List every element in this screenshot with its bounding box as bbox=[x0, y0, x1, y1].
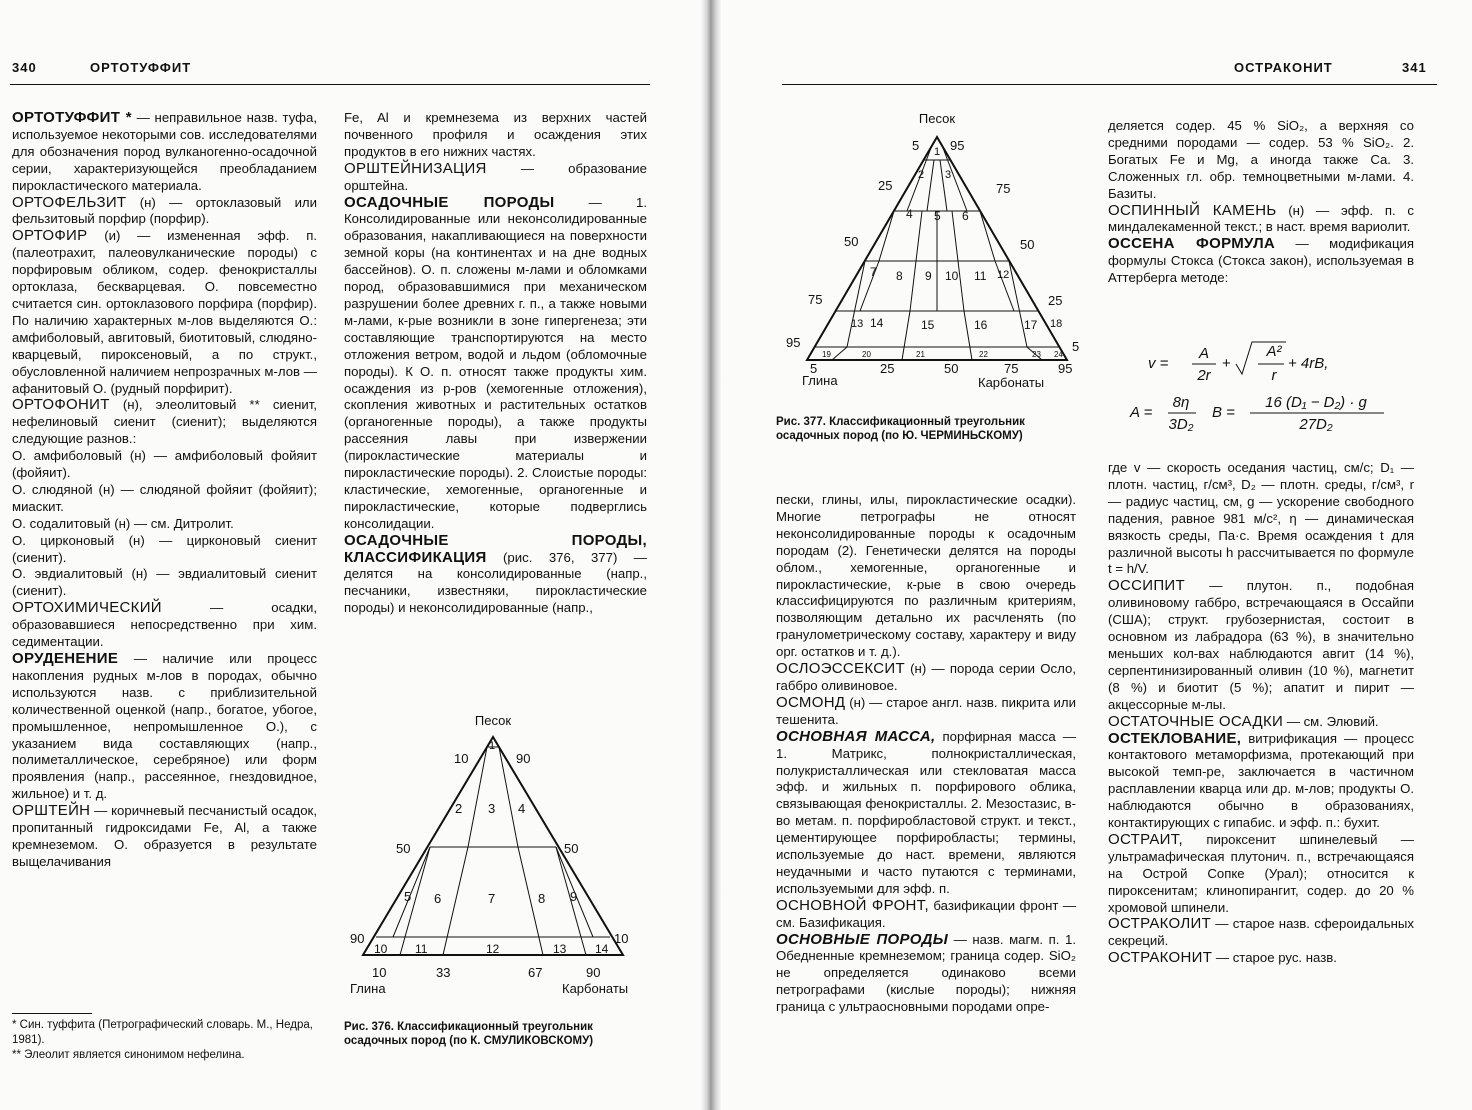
formula-B-num: 16 (D₁ − D₂) · g bbox=[1265, 394, 1367, 411]
entry-term: ОРТОФИР bbox=[12, 227, 88, 245]
fig376-region-8: 8 bbox=[538, 891, 546, 906]
fig376-top-label: Песок bbox=[474, 713, 512, 728]
entry-text: (рис. 376, 377) — делятся на консолидированные (напр., песчаники, известняки, пирокластические породы) и неконсолидированные (напр., bbox=[344, 549, 647, 616]
fig377-region-17: 17 bbox=[1024, 318, 1038, 332]
formula-a-num: A bbox=[1198, 345, 1210, 362]
entry-text: (н) — эфф. п. с миндалекаменной текст.; в наст. время вариолит. bbox=[1108, 202, 1414, 235]
entry-text: — см. Элювий. bbox=[1283, 713, 1379, 729]
fig377-right-label: Карбонаты bbox=[978, 375, 1045, 390]
dictionary-entry bbox=[776, 729, 1076, 898]
right-column-1 bbox=[776, 492, 1076, 1016]
formula-v-lhs: v = bbox=[1148, 355, 1169, 372]
dictionary-entry bbox=[12, 600, 317, 651]
dictionary-entry bbox=[1108, 460, 1414, 578]
figure-377-triangle bbox=[782, 105, 1092, 405]
entry-text: (н) — старое англ. назв. пикрита или тешенита. bbox=[776, 694, 1076, 727]
right-column-2 bbox=[1108, 118, 1414, 287]
fig377-bottom-2: 50 bbox=[944, 361, 959, 376]
fig377-side-left-2: 50 bbox=[844, 234, 859, 249]
fig376-side-right-0: 90 bbox=[516, 751, 531, 766]
fig377-side-left-1: 25 bbox=[878, 178, 893, 193]
fig376-bottom-2: 67 bbox=[528, 965, 543, 980]
dictionary-entry bbox=[1108, 832, 1414, 917]
entry-text: О. амфиболовый (н) — амфиболовый фойяит (фойяит). bbox=[12, 448, 317, 481]
entry-term: ОССЕНА ФОРМУЛА bbox=[1108, 235, 1276, 253]
fig377-side-left-3: 75 bbox=[808, 292, 823, 307]
formula-r-num: A² bbox=[1266, 343, 1282, 360]
fig376-bottom-0: 10 bbox=[372, 965, 387, 980]
formula-r-den: r bbox=[1271, 367, 1277, 384]
entry-term: ОРТОХИМИЧЕСКИЙ bbox=[12, 599, 162, 617]
dictionary-entry bbox=[776, 898, 1076, 932]
fig377-bottom-3: 75 bbox=[1004, 361, 1019, 376]
entry-term: ОСАДОЧНЫЕ ПОРОДЫ bbox=[344, 193, 555, 211]
header-rule-left bbox=[10, 84, 650, 85]
entry-term: ОРУДЕНЕНИЕ bbox=[12, 650, 119, 667]
entry-text: — назв. магм. п. 1. Обедненные кремнеземом; граница содер. SiO₂ не определяется одинаково всеми петрографами (кислые породы); нижняя граница с ультраосновными породами опре- bbox=[776, 931, 1076, 1015]
entry-text: — коричневый песчанистый осадок, пропитанный гидроксидами Fe, Al, а также кремнеземом. О. образуется в результате выщелачивания bbox=[12, 803, 317, 869]
fig377-left-label: Глина bbox=[802, 373, 838, 388]
dictionary-entry bbox=[1108, 731, 1414, 832]
entry-term: ОСПИННЫЙ КАМЕНЬ bbox=[1108, 201, 1277, 219]
fig376-region-9: 9 bbox=[570, 889, 578, 904]
entry-text: — неправильное назв. туфа, используемое некоторыми сов. исследователями для обозначения пород вулканогенно-осадочной серии, характеризующейся преобладанием пирокластического материала. bbox=[12, 110, 318, 193]
fig376-region-4: 4 bbox=[518, 801, 526, 816]
entry-term: ОСТРАКОНИТ bbox=[1108, 949, 1213, 967]
book-spine bbox=[700, 0, 722, 1110]
fig377-bottom-4: 95 bbox=[1058, 361, 1073, 376]
fig377-region-19: 19 bbox=[822, 350, 831, 359]
entry-text: — осадки, образовавшиеся непосредственно при хим. седиментации. bbox=[12, 600, 317, 650]
fig376-side-left-2: 90 bbox=[350, 931, 365, 946]
formula-A-den: 3D₂ bbox=[1168, 416, 1194, 433]
dictionary-entry bbox=[344, 110, 647, 161]
fig376-region-10: 10 bbox=[374, 942, 388, 956]
fig376-region-2: 2 bbox=[455, 801, 463, 816]
fig377-region-18: 18 bbox=[1050, 318, 1063, 330]
entry-text: базификации фронт — см. Базификация. bbox=[776, 897, 1076, 930]
dictionary-entry bbox=[776, 661, 1076, 695]
entry-text: — плутон. п., подобная оливиновому габбро, встречающаяся в Оссайпи (США); структ. грубозернистая, состоит в основном из лабрадора (63 %), в значительно меньших кол-вах наблюдаются авгит (14 %), серпентинизированный оливин (10 %), магнетит (8 %) и биотит (5 %); апатит и пирит — акцессорные м-лы. bbox=[1108, 578, 1414, 712]
fig376-region-6: 6 bbox=[434, 891, 442, 906]
entry-term: ОСМОНД bbox=[776, 693, 846, 711]
dictionary-entry bbox=[776, 492, 1076, 661]
fig377-side-right-4: 5 bbox=[1072, 339, 1080, 354]
fig377-side-right-0: 95 bbox=[950, 138, 965, 153]
left-page bbox=[0, 0, 700, 1110]
entry-text: О. цирконовый (н) — цирконовый сиенит (сиенит). bbox=[12, 532, 317, 565]
dictionary-entry bbox=[1108, 203, 1414, 237]
entry-text: (н) — ортоклазовый или фельзитовый порфир (порфир). bbox=[12, 194, 317, 227]
entry-term: ОСНОВНОЙ ФРОНТ, bbox=[776, 896, 929, 914]
page-number-left: 340 bbox=[12, 60, 37, 75]
entry-term: ОССИПИТ bbox=[1108, 577, 1185, 595]
entry-term: ОРШТЕЙНИЗАЦИЯ bbox=[344, 159, 487, 177]
fig377-region-1: 1 bbox=[934, 146, 941, 158]
header-rule-right bbox=[782, 84, 1437, 85]
fig377-side-left-4: 95 bbox=[786, 335, 801, 350]
entry-text: витрификация — процесс контактового метаморфизма, протекающий при высокой темп-ре, заключается в частичном расплавлении кварца или др. м-лов; продукты О. наблюдаются обычно в образованиях, контактирующих с гипабис. и эфф. п.: бухит. bbox=[1108, 730, 1414, 831]
fig377-region-3: 3 bbox=[945, 169, 952, 181]
entry-text: — наличие или процесс накопления рудных м-лов в породах, обычно используются назв. с приблизительной количественной оценкой (напр., богатое, убогое, промышленное, непромышленное О.), с указанием вида составляющих (напр., полиметаллическое, серебряное) или форм проявления (напр., рассеянное, гнездовидное, жильное) и т. д. bbox=[12, 651, 317, 802]
entry-term: ОРТОФЕЛЬЗИТ bbox=[12, 193, 127, 211]
footnote-rule bbox=[12, 1013, 92, 1014]
fig376-region-7: 7 bbox=[488, 891, 496, 906]
running-head-right: ОСТРАКОНИТ bbox=[1234, 60, 1333, 75]
fig376-region-14: 14 bbox=[595, 942, 609, 956]
fig377-region-20: 20 bbox=[862, 350, 871, 359]
dictionary-entry bbox=[12, 482, 317, 516]
fig377-region-16: 16 bbox=[974, 318, 988, 332]
fig376-side-right-2: 10 bbox=[614, 931, 629, 946]
fig377-region-14: 14 bbox=[870, 316, 884, 330]
fig376-bottom-1: 33 bbox=[436, 965, 451, 980]
fig377-region-12: 12 bbox=[997, 269, 1010, 281]
entry-text: Fe, Al и кремнезема из верхних частей почвенного профиля и осаждения этих продуктов в его нижних частях. bbox=[344, 110, 647, 159]
fig377-region-15: 15 bbox=[921, 318, 935, 332]
entry-text: — старое рус. назв. bbox=[1212, 950, 1337, 966]
formula-B-lhs: B = bbox=[1212, 404, 1235, 421]
formula-A-num: 8η bbox=[1172, 394, 1190, 411]
entry-term: ОСТЕКЛОВАНИЕ, bbox=[1108, 729, 1242, 747]
fig377-region-6: 6 bbox=[962, 209, 969, 223]
footnote-2: ** Элеолит является синонимом нефелина. bbox=[12, 1049, 245, 1061]
right-page bbox=[722, 0, 1472, 1110]
entry-text: О. содалитовый (н) — см. Дитролит. bbox=[12, 515, 234, 531]
dictionary-entry bbox=[12, 651, 317, 803]
fig377-region-5: 5 bbox=[934, 209, 941, 223]
fig376-side-right-1: 50 bbox=[564, 841, 579, 856]
formula-A-lhs: A = bbox=[1130, 404, 1153, 421]
dictionary-entry bbox=[12, 228, 317, 397]
dictionary-entry bbox=[12, 195, 317, 229]
entry-term: ОСАДОЧНЫЕ ПОРОДЫ, КЛАССИФИКАЦИЯ bbox=[344, 531, 647, 566]
ossen-formula bbox=[1108, 330, 1414, 455]
entry-term: ОСНОВНЫЕ ПОРОДЫ bbox=[776, 930, 949, 948]
formula-a-den: 2r bbox=[1197, 367, 1211, 384]
entry-term: ОРШТЕЙН bbox=[12, 802, 91, 820]
dictionary-entry bbox=[12, 803, 317, 871]
entry-text: порфирная масса — 1. Матрикс, полнокристаллическая, полукристаллическая или стекловатая масса эфф. и жильных п. порфирового облика, связывающая фенокристаллы. 2. Мезостазис, в-во метам. п. порфиробластовой структ. и текст., цементирующее порфиробласты; термины, используемые до наст. времени, являются неудачными и часто путаются с терминами, используемыми для эфф. п. bbox=[776, 728, 1076, 896]
figure-376-triangle bbox=[338, 705, 648, 1005]
fig376-region-5: 5 bbox=[404, 889, 412, 904]
entry-text: — модификация формулы Стокса (Стокса закон), используемая в Аттерберга методе: bbox=[1108, 236, 1415, 286]
dictionary-entry bbox=[1108, 950, 1414, 967]
formula-r-tail: + 4rB, bbox=[1288, 355, 1329, 372]
entry-text: пироксенит шпинелевый — ультрамафическая плутонич. п., встречающаяся на Острой Сопке (Урал); относится к пироксенитам; клинопирангит, содер. до 20 % хромовой шпинели. bbox=[1108, 831, 1414, 915]
dictionary-entry bbox=[12, 110, 317, 195]
dictionary-entry bbox=[1108, 714, 1414, 731]
fig376-side-left-1: 50 bbox=[396, 841, 411, 856]
fig376-region-13: 13 bbox=[553, 942, 567, 956]
entry-text: О. эвдиалитовый (н) — эвдиалитовый сиенит (сиенит). bbox=[12, 566, 317, 599]
fig377-region-13: 13 bbox=[851, 318, 864, 330]
left-column-2 bbox=[344, 110, 647, 617]
dictionary-entry bbox=[1108, 236, 1414, 287]
dictionary-entry bbox=[12, 397, 317, 448]
fig377-region-21: 21 bbox=[916, 350, 925, 359]
fig377-bottom-0: 5 bbox=[810, 361, 818, 376]
svg-text:+: + bbox=[1222, 355, 1231, 372]
fig376-region-11: 11 bbox=[415, 942, 428, 956]
fig377-region-10: 10 bbox=[945, 269, 959, 283]
entry-text: деляется содер. 45 % SiO₂, а верхняя со средними породами — содер. 53 % SiO₂. 2. Богатых Fe и Mg, а иногда также Ca. 3. Сложенных гл. обр. темноцветными м-лами. 4. Базиты. bbox=[1108, 118, 1414, 201]
dictionary-entry bbox=[344, 195, 647, 533]
footnotes bbox=[12, 1018, 322, 1063]
fig377-top-label: Песок bbox=[918, 111, 956, 126]
formula-B-den: 27D₂ bbox=[1299, 416, 1333, 433]
fig376-left-label: Глина bbox=[350, 981, 386, 996]
entry-text: — старое назв. сфероидальных секреций. bbox=[1108, 916, 1414, 949]
entry-term: ОСНОВНАЯ МАССА, bbox=[776, 727, 936, 745]
entry-term: ОРТОТУФФИТ * bbox=[12, 109, 132, 126]
entry-text: где v — скорость оседания частиц, см/с; D₁ — плотн. частиц, г/см³, D₂ — плотн. среды, г/см³, r — радиус частиц, см, g — ускорение свободного падения, равное 981 м/с², η — динамическая вязкость среды, Па·с. Время осаждения t для различной высоты h рассчитывается по формуле t = h/V. bbox=[1108, 460, 1414, 577]
dictionary-entry bbox=[1108, 916, 1414, 950]
right-column-2-continued bbox=[1108, 460, 1414, 967]
fig376-bottom-3: 90 bbox=[586, 965, 601, 980]
fig376-right-label: Карбонаты bbox=[562, 981, 629, 996]
dictionary-entry bbox=[12, 566, 317, 600]
fig377-side-right-1: 75 bbox=[996, 181, 1011, 196]
dictionary-entry bbox=[344, 533, 647, 618]
entry-term: ОСЛОЭССЕКСИТ bbox=[776, 660, 905, 678]
entry-text: О. слюдяной (н) — слюдяной фойяит (фойяит); миаскит. bbox=[12, 481, 317, 514]
fig377-region-24: 24 bbox=[1054, 350, 1063, 359]
entry-term: ОСТРАИТ, bbox=[1108, 830, 1184, 848]
dictionary-entry bbox=[776, 932, 1076, 1017]
dictionary-entry bbox=[1108, 578, 1414, 713]
fig377-side-right-2: 50 bbox=[1020, 237, 1035, 252]
fig377-region-2: 2 bbox=[918, 169, 925, 181]
fig377-region-4: 4 bbox=[906, 207, 913, 221]
entry-text: — образование орштейна. bbox=[344, 160, 647, 193]
entry-text: — 1. Консолидированные или неконсолидированные образования, накапливающиеся на поверхности земной коры (на континентах и на дне водных бассейнов). О. п. сложены м-лами и обломками пород, образовавшимися при механическом разрушении более древних г. п., а также новыми м-лами, к-рые возникли в зоне гипергенеза; эти составляющие транспортируются на место отложения ветром, водой и льдом (обломочные породы). К О. п. относят также продукты хим. осаждения из р-ров (хемогенные отложения), скопления животных и растительных остатков (органогенные породы), а также продукты рассеяния лавы при извержении (пирокластические материалы и пирокластические породы). 2. Слоистые породы: кластические, хемогенные, органогенные и пирокластические, которые подверглись консолидации. bbox=[344, 194, 648, 531]
fig377-region-11: 11 bbox=[974, 269, 987, 283]
fig377-side-left-0: 5 bbox=[912, 138, 920, 153]
fig376-region-1: 1 bbox=[489, 740, 496, 752]
left-column-1 bbox=[12, 110, 317, 871]
running-head-left: ОРТОТУФФИТ bbox=[90, 60, 192, 75]
fig377-region-9: 9 bbox=[925, 269, 932, 283]
page-number-right: 341 bbox=[1402, 60, 1427, 75]
dictionary-entry bbox=[12, 516, 317, 533]
dictionary-entry bbox=[12, 448, 317, 482]
entry-term: ОРТОФОНИТ bbox=[12, 396, 110, 414]
entry-text: (н) — порода серии Осло, габбро оливиновое. bbox=[776, 661, 1076, 693]
fig377-region-22: 22 bbox=[979, 350, 988, 359]
fig377-side-right-3: 25 bbox=[1048, 293, 1063, 308]
dictionary-entry bbox=[12, 533, 317, 567]
fig377-region-8: 8 bbox=[896, 269, 903, 283]
footnote-1: * Син. туффита (Петрографический словарь. М., Недра, 1981). bbox=[12, 1019, 313, 1046]
fig376-region-3: 3 bbox=[488, 801, 496, 816]
fig377-bottom-1: 25 bbox=[880, 361, 895, 376]
figure-377-caption: Рис. 377. Классификационный треугольник осадочных пород (по Ю. ЧЕРМИНЬСКОМУ) bbox=[776, 416, 1025, 442]
figure-376-caption: Рис. 376. Классификационный треугольник осадочных пород (по К. СМУЛИКОВСКОМУ) bbox=[344, 1021, 594, 1047]
fig377-region-23: 23 bbox=[1032, 350, 1041, 359]
fig377-region-7: 7 bbox=[870, 265, 877, 279]
entry-term: ОСТРАКОЛИТ bbox=[1108, 915, 1212, 933]
entry-text: (н), элеолитовый ** сиенит, нефелиновый сиенит (сиенит); выделяются следующие разнов.: bbox=[12, 397, 317, 447]
entry-text: (и) — измененная эфф. п. (палеотрахит, палеовулканические породы) с порфировым обликом, содер. фенокристаллы ортоклаза, бескварцевая. О. повсеместно считается син. ортоклазового порфира (порфир). По наличию характерных м-лов выделяются О.: амфиболовый, авгитовый, биотитовый, слюдяно-кварцевый, пироксеновый, а по структ., обусловленной наличием непрозрачных м-лов — афанитовый О. (рудный порфирит). bbox=[12, 228, 317, 396]
fig376-side-left-0: 10 bbox=[454, 751, 469, 766]
dictionary-entry bbox=[1108, 118, 1414, 203]
fig376-region-12: 12 bbox=[486, 942, 500, 956]
entry-text: пески, глины, илы, пирокластические осадки). Многие петрографы не относят неконсолидированные породы к осадочным породам (2). Генетически делятся на породы облом., хемогенные, органогенные и пирокластические, к-рые в свою очередь классифицируются по различным критериям, позволяющим детально их расчленять (по гранулометрическому составу, характеру и виду орг. остатков и т. д.). bbox=[776, 492, 1076, 660]
dictionary-entry bbox=[344, 161, 647, 195]
entry-term: ОСТАТОЧНЫЕ ОСАДКИ bbox=[1108, 712, 1284, 730]
dictionary-entry bbox=[776, 695, 1076, 729]
